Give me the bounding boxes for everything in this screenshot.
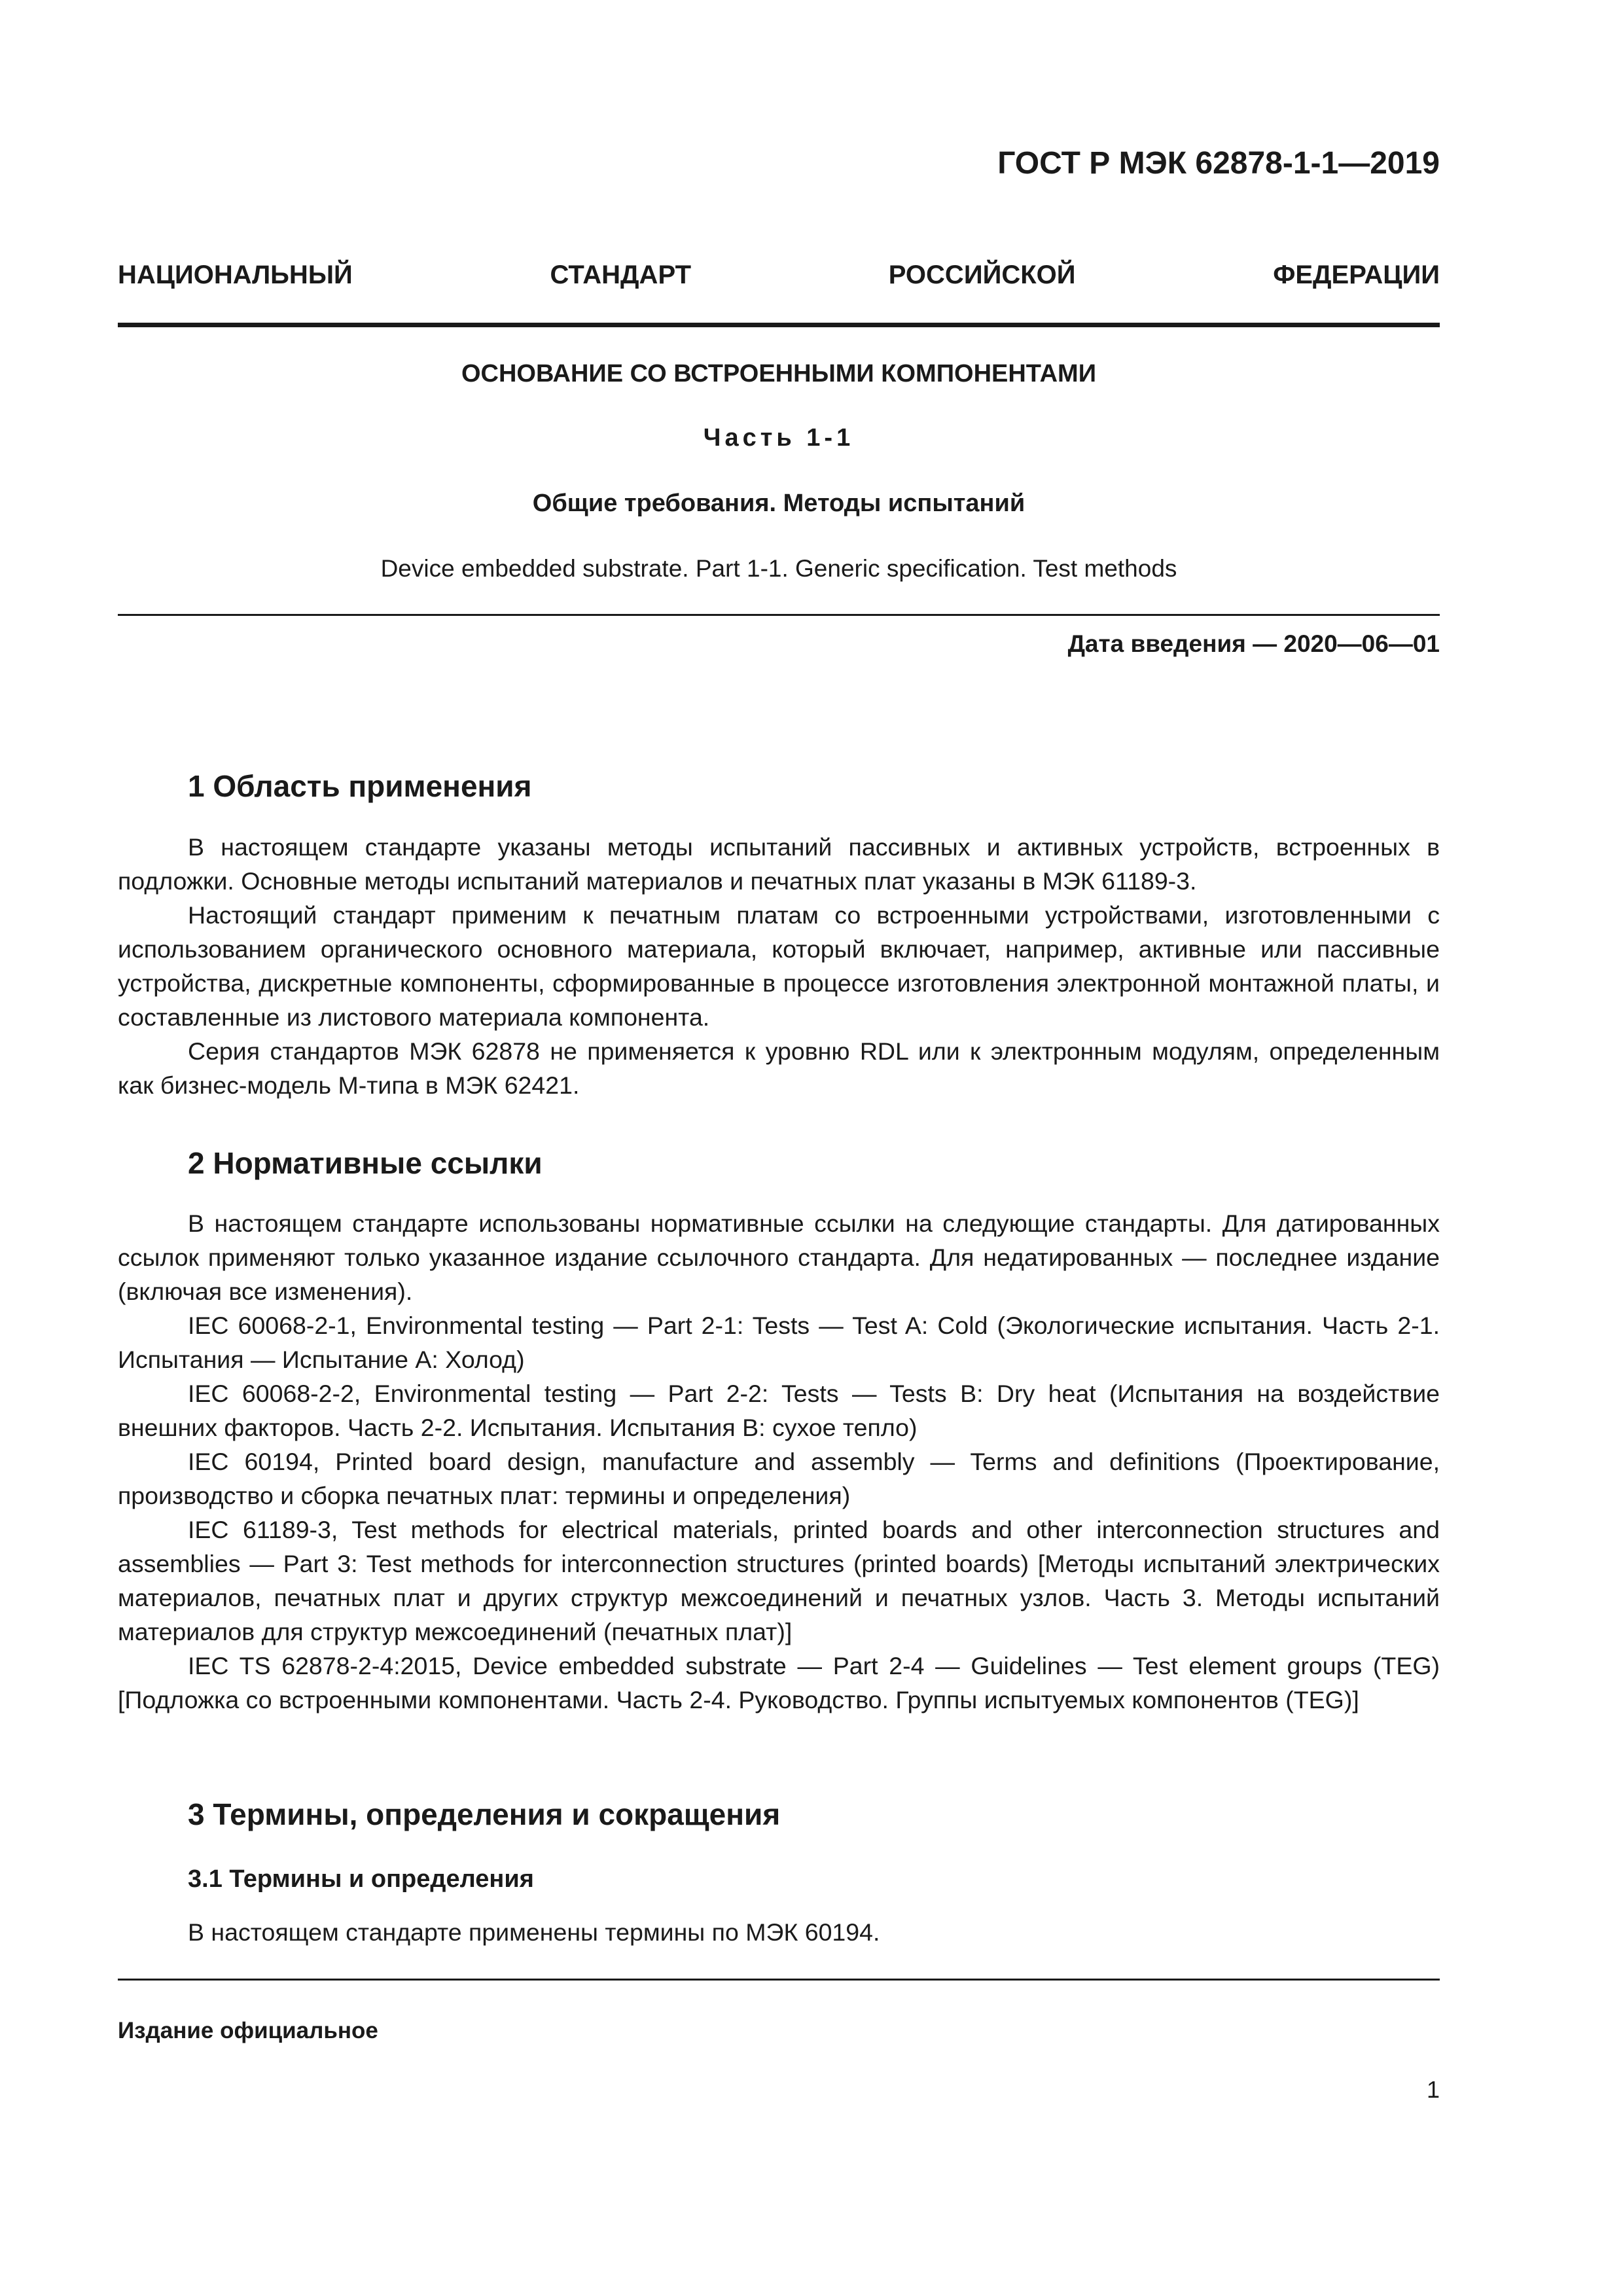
reference-item: IEC 61189-3, Test methods for electrical materials, printed boards and other interconnection structures and assemblies — Part 3: Test methods for interconnection structures (printed boards) [Методы испытаний электрических материалов, печатных плат и других структур межсоединений и печатных узлов. Часть 3. Методы испытаний материалов для структур межсоединений (печатных плат)] xyxy=(118,1516,1440,1645)
section-1-heading: 1 Область применения xyxy=(188,769,532,803)
paragraph: Настоящий стандарт применим к печатным платам со встроенными устройствами, изготовленными с использованием органического основного материала, который включает, например, активные или пассивные устройства, дискретные компоненты, сформированные в процессе изготовления электронной монтажной платы, и составленные из листового материала компонента. xyxy=(118,901,1440,1031)
section-2-heading: 2 Нормативные ссылки xyxy=(188,1146,543,1180)
section-3-heading: 3 Термины, определения и сокращения xyxy=(188,1797,781,1831)
footer-rule xyxy=(118,1979,1440,1981)
document-part: Часть 1-1 xyxy=(703,424,855,452)
title-rule xyxy=(118,614,1440,616)
paragraph: Серия стандартов МЭК 62878 не применяется к уровню RDL или к электронным модулям, определенным как бизнес-модель М-типа в МЭК 62421. xyxy=(118,1037,1440,1099)
paragraph: В настоящем стандарте использованы нормативные ссылки на следующие стандарты. Для датированных ссылок применяют только указанное издание ссылочного стандарта. Для недатированных — последнее издание (включая все изменения). xyxy=(118,1210,1440,1305)
introduction-date: Дата введения — 2020—06—01 xyxy=(1067,630,1440,657)
paragraph: В настоящем стандарте применены термины по МЭК 60194. xyxy=(188,1918,880,1946)
reference-item: IEC 60068-2-1, Environmental testing — Part 2-1: Tests — Test A: Cold (Экологические испытания. Часть 2-1. Испытания — Испытание А: Холод) xyxy=(118,1312,1440,1373)
official-edition-label: Издание официальное xyxy=(118,2018,378,2043)
document-number: ГОСТ Р МЭК 62878-1-1—2019 xyxy=(997,146,1440,181)
document-subtitle: Общие требования. Методы испытаний xyxy=(532,490,1026,517)
reference-item: IEC 60068-2-2, Environmental testing — Part 2-2: Tests — Tests В: Dry heat (Испытания на воздействие внешних факторов. Часть 2-2. Испытания. Испытания В: сухое тепло) xyxy=(118,1380,1440,1441)
national-standard-banner: НАЦИОНАЛЬНЫЙ СТАНДАРТ РОССИЙСКОЙ ФЕДЕРАЦИИ xyxy=(118,260,1440,289)
section-3-1-heading: 3.1 Термины и определения xyxy=(188,1865,534,1893)
document-title: ОСНОВАНИЕ СО ВСТРОЕННЫМИ КОМПОНЕНТАМИ xyxy=(461,360,1097,387)
reference-item: IEC 60194, Printed board design, manufacture and assembly — Terms and definitions (Проектирование, производство и сборка печатных плат: термины и определения) xyxy=(118,1448,1440,1509)
section-3-body xyxy=(118,1915,1440,1949)
header-rule xyxy=(118,323,1440,327)
section-1-body xyxy=(118,830,1440,1102)
reference-item: IEC TS 62878-2-4:2015, Device embedded substrate — Part 2-4 — Guidelines — Test element groups (TEG) [Подложка со встроенными компонентами. Часть 2-4. Руководство. Группы испытуемых компонентов (TEG)] xyxy=(118,1652,1440,1713)
paragraph: В настоящем стандарте указаны методы испытаний пассивных и активных устройств, встроенных в подложки. Основные методы испытаний материалов и печатных плат указаны в МЭК 61189-3. xyxy=(118,833,1440,895)
section-2-body xyxy=(118,1206,1440,1717)
page-number: 1 xyxy=(1426,2076,1440,2103)
document-title-english: Device embedded substrate. Part 1-1. Generic specification. Test methods xyxy=(380,555,1177,582)
